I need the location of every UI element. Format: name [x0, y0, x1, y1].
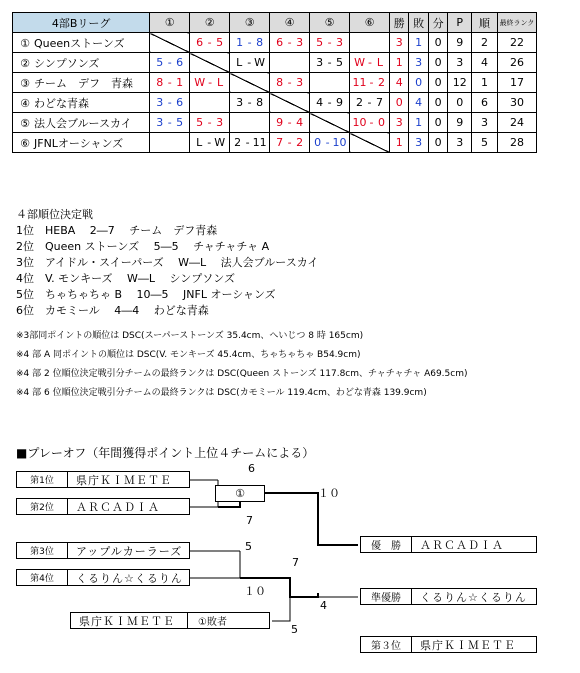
stat-l: 1: [409, 113, 428, 133]
team-number: ③: [20, 76, 30, 90]
score-b: L: [376, 56, 384, 69]
score-a: L: [236, 56, 243, 69]
stat-rank: 3: [472, 113, 498, 133]
score-a: 5: [156, 56, 164, 69]
team-name: Queenストーンズ: [34, 36, 125, 50]
score-a: 3: [236, 96, 244, 109]
stat-d: 0: [428, 133, 447, 153]
score-a: 2: [234, 136, 242, 149]
score-separator: -: [167, 76, 172, 89]
team-name: ＡＲＣＡＤＩＡ: [420, 538, 504, 552]
score-separator: -: [247, 96, 252, 109]
playoff-title: ■プレーオフ（年間獲得ポイント上位４チームによる）: [16, 446, 315, 460]
match1-label-box: [215, 485, 265, 502]
score: 4: [320, 599, 327, 612]
seed-label: 第1位: [17, 472, 68, 487]
col-header: 分: [428, 13, 447, 33]
stat-p: 3: [448, 133, 472, 153]
seed-label: 第4位: [17, 570, 68, 585]
score-a: 8: [156, 76, 164, 89]
stat-p: 3: [448, 53, 472, 73]
score-a: 3: [156, 116, 164, 129]
stat-final: 22: [498, 33, 537, 53]
team-name: くるりん☆くるりん: [420, 590, 527, 604]
score-separator: -: [327, 96, 332, 109]
score-separator: -: [287, 136, 292, 149]
score-a: 10: [352, 116, 367, 129]
score-separator: -: [287, 76, 292, 89]
score-b: 10: [332, 136, 347, 149]
score-separator: -: [327, 36, 332, 49]
team-name: わどな青森: [34, 96, 89, 110]
score-b: 11: [252, 136, 267, 149]
stat-final: 26: [498, 53, 537, 73]
score-separator: -: [167, 96, 172, 109]
loser-note: ①敗者: [198, 617, 227, 628]
match1-label: ①: [235, 487, 245, 500]
note-line: ※3部同ポイントの順位は DSC(スーパーストーンズ 35.4cm、へいじつ 8 時 165cm): [16, 331, 364, 341]
score-a: 3: [156, 96, 164, 109]
note-line: ※4 部 A 同ポイントの順位は DSC(V. モンキーズ 45.4cm、ちゃちゃちゃ B54.9cm): [16, 350, 361, 360]
stat-w: 0: [390, 93, 409, 113]
score-separator: -: [287, 116, 292, 129]
score: １０: [318, 487, 340, 500]
stat-l: 3: [409, 133, 428, 153]
score-b: 4: [296, 116, 304, 129]
stat-rank: 2: [472, 33, 498, 53]
stat-w: 3: [390, 33, 409, 53]
result-label: 第３位: [361, 637, 412, 652]
score-b: 3: [336, 36, 344, 49]
score-b: 0: [378, 116, 386, 129]
playoff-entry: [16, 471, 190, 488]
stat-d: 0: [428, 73, 447, 93]
score-separator: -: [369, 76, 374, 89]
stat-w: 3: [390, 113, 409, 133]
score-a: 3: [316, 56, 324, 69]
score-a: 11: [352, 76, 367, 89]
note-line: ※4 部 6 位順位決定戦引分チームの最終ランクは DSC(カモミール 119.4cm、わどな青森 139.9cm): [16, 388, 427, 398]
score-separator: -: [287, 36, 292, 49]
score-b: 5: [336, 56, 344, 69]
team-name: 県庁ＫＩＭＥＴＥ: [71, 613, 188, 628]
score-separator: -: [208, 76, 213, 89]
col-header: 順: [472, 13, 498, 33]
score-a: 5: [196, 116, 204, 129]
score-a: 1: [236, 36, 244, 49]
score: 7: [246, 514, 253, 527]
stat-l: 0: [409, 73, 428, 93]
stat-w: 1: [390, 133, 409, 153]
score: 6: [248, 462, 255, 475]
score-separator: -: [167, 56, 172, 69]
score: １０: [244, 585, 266, 598]
placement-line: 3位 アイドル・スイーパーズ W―L 法人会ブルースカイ: [16, 256, 319, 269]
score-b: 3: [296, 76, 304, 89]
seed-label: 第2位: [17, 499, 68, 514]
col-header: ⑥: [350, 13, 390, 33]
score-a: 8: [276, 76, 284, 89]
score-separator: -: [167, 116, 172, 129]
score-separator: -: [207, 136, 212, 149]
score-a: 0: [314, 136, 322, 149]
stat-p: 12: [448, 73, 472, 93]
playoff-entry: [16, 498, 190, 515]
score-separator: -: [247, 36, 252, 49]
stat-final: 28: [498, 133, 537, 153]
score-separator: -: [367, 96, 372, 109]
playoff-entry: [16, 542, 190, 559]
stat-l: 1: [409, 33, 428, 53]
team-name: ＡＲＣＡＤＩＡ: [76, 500, 160, 514]
score-b: 5: [176, 116, 184, 129]
score-b: 8: [256, 36, 264, 49]
score-b: W: [214, 136, 226, 149]
loser-entry: [70, 612, 270, 629]
score-b: L: [217, 76, 224, 89]
placement-title: ４部順位決定戦: [16, 208, 93, 221]
score-b: 7: [376, 96, 384, 109]
score-b: 1: [176, 76, 184, 89]
score-b: 6: [176, 56, 184, 69]
score: 5: [291, 623, 298, 636]
placement-line: 1位 HEBA 2―7 チーム デフ青森: [16, 224, 218, 237]
stat-l: 4: [409, 93, 428, 113]
team-number: ①: [20, 36, 30, 50]
placement-line: 5位 ちゃちゃちゃ B 10―5 JNFL オーシャンズ: [16, 288, 276, 301]
score-separator: -: [207, 36, 212, 49]
score-b: 6: [176, 96, 184, 109]
team-name: くるりん☆くるりん: [76, 571, 183, 585]
team-number: ②: [20, 56, 30, 70]
stat-d: 0: [428, 113, 447, 133]
placement-line: 2位 Queen ストーンズ 5―5 チャチャチャ A: [16, 240, 270, 253]
team-name: アップルカーラーズ: [76, 544, 183, 558]
col-header: P: [448, 13, 472, 33]
col-header: 敗: [409, 13, 428, 33]
score-b: 3: [296, 36, 304, 49]
score: 5: [245, 540, 252, 553]
score-b: 2: [296, 136, 304, 149]
score-b: 9: [336, 96, 344, 109]
score-separator: -: [245, 136, 250, 149]
stat-d: 0: [428, 33, 447, 53]
score-separator: -: [247, 56, 252, 69]
result-label: 優 勝: [361, 537, 412, 552]
score-a: 2: [356, 96, 364, 109]
stat-p: 0: [448, 93, 472, 113]
stat-final: 17: [498, 73, 537, 93]
score-separator: -: [327, 56, 332, 69]
stat-final: 24: [498, 113, 537, 133]
stat-w: 4: [390, 73, 409, 93]
stat-rank: 5: [472, 133, 498, 153]
score-separator: -: [207, 116, 212, 129]
score-a: 9: [276, 116, 284, 129]
stat-rank: 6: [472, 93, 498, 113]
score-a: W: [194, 76, 206, 89]
score-separator: -: [325, 136, 330, 149]
stat-p: 9: [448, 113, 472, 133]
score-b: 8: [256, 96, 264, 109]
playoff-entry: [16, 569, 190, 586]
placement-line: 4位 V. モンキーズ W―L シンプソンズ: [16, 272, 235, 285]
team-name: シンプソンズ: [34, 56, 100, 70]
league-title: 4部Bリーグ: [13, 13, 150, 33]
result-third: [360, 636, 537, 653]
stat-d: 0: [428, 53, 447, 73]
note-line: ※4 部 2 位順位決定戦引分チームの最終ランクは DSC(Queen ストーンズ 117.8cm、チャチャチャ A69.5cm): [16, 369, 468, 379]
stat-p: 9: [448, 33, 472, 53]
score-a: L: [196, 136, 203, 149]
score-b: W: [254, 56, 266, 69]
score-b: 2: [378, 76, 386, 89]
stat-final: 30: [498, 93, 537, 113]
col-header: ④: [270, 13, 310, 33]
team-name: チーム デフ 青森: [34, 76, 133, 90]
col-header: ①: [150, 13, 190, 33]
team-name: 法人会ブルースカイ: [34, 116, 132, 130]
team-number: ⑥: [20, 136, 30, 150]
col-header: ⑤: [310, 13, 350, 33]
team-name: JFNLオーシャンズ: [34, 136, 124, 150]
score-a: W: [354, 56, 365, 69]
col-header: ②: [190, 13, 230, 33]
score-a: 6: [196, 36, 204, 49]
score-b: 3: [216, 116, 224, 129]
result-label: 準優勝: [361, 589, 412, 604]
score-b: 5: [216, 36, 224, 49]
stat-rank: 4: [472, 53, 498, 73]
score-separator: -: [367, 56, 372, 69]
result-champion: [360, 536, 537, 553]
score-a: 6: [276, 36, 284, 49]
score-separator: -: [369, 116, 374, 129]
team-name: 県庁ＫＩＭＥＴＥ: [76, 473, 172, 487]
seed-label: 第3位: [17, 543, 68, 558]
placement-line: 6位 カモミール 4―4 わどな青森: [16, 304, 209, 317]
score-a: 4: [316, 96, 324, 109]
stat-d: 0: [428, 93, 447, 113]
stat-rank: 1: [472, 73, 498, 93]
col-header-final-rank: 最終ランク: [498, 13, 537, 33]
col-header: 勝: [390, 13, 409, 33]
result-runner-up: [360, 588, 537, 605]
team-number: ④: [20, 96, 30, 110]
score: 7: [292, 556, 299, 569]
team-name: 県庁ＫＩＭＥＴＥ: [420, 638, 516, 652]
col-header: ③: [230, 13, 270, 33]
score-a: 7: [276, 136, 284, 149]
team-number: ⑤: [20, 116, 30, 130]
stat-l: 3: [409, 53, 428, 73]
stat-w: 1: [390, 53, 409, 73]
score-a: 5: [316, 36, 324, 49]
